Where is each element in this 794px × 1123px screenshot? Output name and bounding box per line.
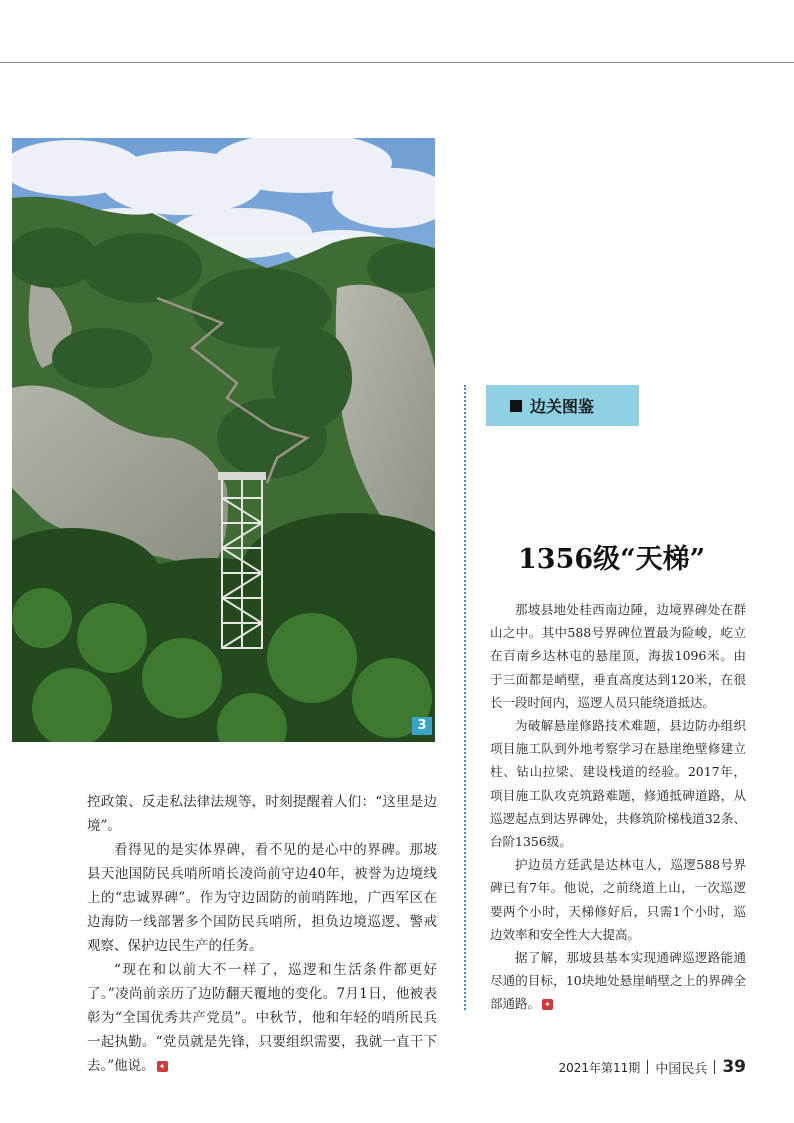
section-badge-label: 边关图鉴 bbox=[530, 397, 595, 416]
right-column-text bbox=[490, 598, 746, 1016]
page-footer bbox=[559, 1057, 747, 1077]
paragraph bbox=[490, 946, 746, 1016]
cliff-stair-photo bbox=[12, 138, 435, 742]
paragraph-text: 据了解，那坡县基本实现通碑巡逻路能通尽通的目标，10块地处悬崖峭壁之上的界碑全部通路。 bbox=[490, 950, 746, 1012]
paragraph: 护边员方廷武是达林屯人，巡逻588号界碑已有7年。他说，之前绕道上山，一次巡逻要两个小时，天梯修好后，只需1个小时，巡边效率和安全性大大提高。 bbox=[490, 857, 746, 942]
paragraph: 看得见的是实体界碑，看不见的是心中的界碑。那坡县天池国防民兵哨所哨长凌尚前守边40年，被誉为边境线上的“忠诚界碑”。作为守边固防的前哨阵地，广西军区在边海防一线部署多个国防民兵哨所，担负边境巡逻、警戒观察、保护边民生产的任务。 bbox=[87, 842, 437, 954]
paragraph: 那坡县地处桂西南边陲，边境界碑处在群山之中。其中588号界碑位置最为险峻，屹立在百南乡达林屯的悬崖顶，海拔1096米。由于三面都是峭壁，垂直高度达到120米，在很长一段时间内，巡逻人员只能绕道抵达。 bbox=[490, 602, 746, 710]
photo-number-tag: 3 bbox=[412, 717, 432, 735]
square-bullet-icon bbox=[510, 400, 522, 412]
paragraph-text: “现在和以前大不一样了，巡逻和生活条件都更好了。”凌尚前亲历了边防翻天覆地的变化。7月1日，他被表彰为“全国优秀共产党员”。中秋节，他和年轻的哨所民兵一起执勤。“党员就是先锋，只要组织需要，我就一直干下去。”他说。 bbox=[87, 962, 437, 1074]
article-title: 1356级“天梯” bbox=[518, 544, 706, 575]
column-divider bbox=[464, 385, 466, 1010]
page-number: 39 bbox=[722, 1057, 746, 1077]
paragraph bbox=[87, 958, 437, 1078]
magazine-name: 中国民兵 bbox=[655, 1061, 708, 1077]
militia-end-mark-icon: ✦ bbox=[542, 999, 553, 1010]
paragraph: 控政策、反走私法律法规等，时刻提醒着人们：“这里是边境”。 bbox=[87, 794, 437, 834]
left-column-text bbox=[87, 790, 437, 1078]
paragraph: 为破解悬崖修路技术难题，县边防办组织项目施工队到外地考察学习在悬崖绝壁修建立柱、钻山拉梁、建设栈道的经验。2017年，项目施工队攻克筑路难题，修通抵碑道路，从巡逻起点到达界碑处，共修筑阶梯栈道32条、台阶1356级。 bbox=[490, 718, 746, 850]
issue-label: 2021年第11期 bbox=[558, 1060, 641, 1075]
footer-separator bbox=[714, 1060, 715, 1074]
header-rule bbox=[0, 62, 794, 63]
militia-end-mark-icon: ✦ bbox=[157, 1061, 168, 1072]
footer-separator bbox=[647, 1060, 648, 1074]
section-badge bbox=[486, 385, 639, 426]
